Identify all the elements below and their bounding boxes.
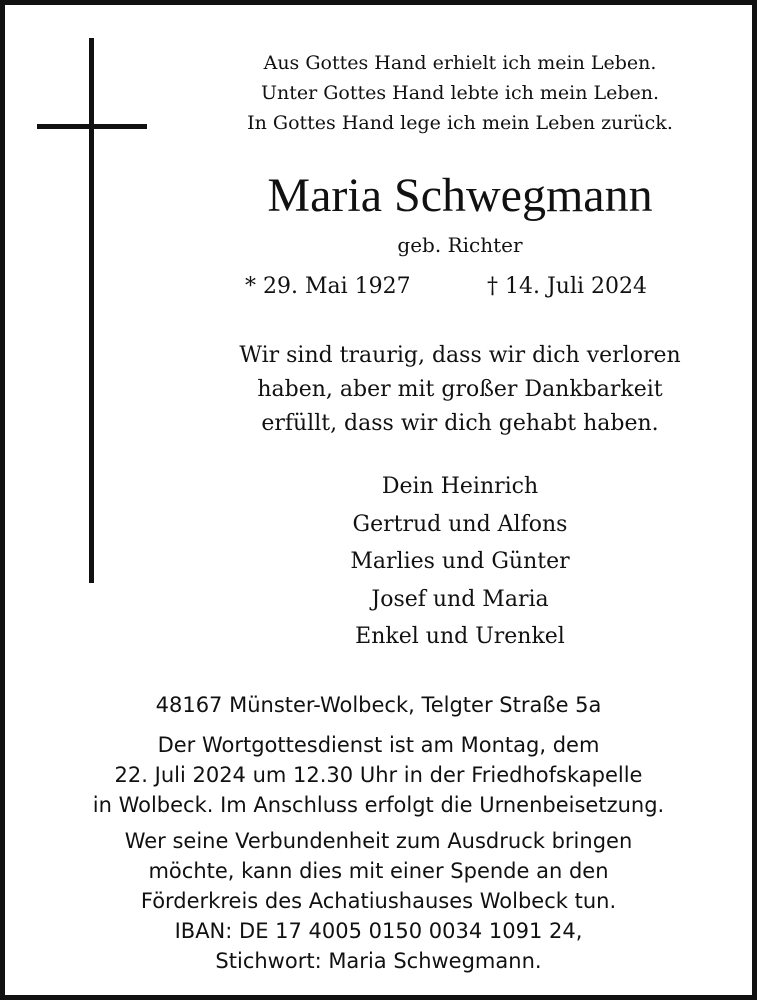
death-date: † 14. Juli 2024	[487, 274, 648, 299]
donation-line: Wer seine Verbundenheit zum Ausdruck bringen	[124, 829, 633, 853]
mourner: Gertrud und Alfons	[352, 511, 568, 537]
cross-vertical-bar	[89, 38, 94, 583]
motto-line: In Gottes Hand lege ich mein Leben zurück.	[247, 112, 673, 134]
birth-date: * 29. Mai 1927	[245, 274, 411, 299]
donation-line: Förderkreis des Achatiushauses Wolbeck tun.	[140, 889, 617, 913]
donation-keyword: Stichwort: Maria Schwegmann.	[215, 949, 542, 973]
service-line: Der Wortgottesdienst ist am Montag, dem	[157, 733, 600, 757]
service-line: 22. Juli 2024 um 12.30 Uhr in der Friedhofskapelle	[114, 763, 643, 787]
service-info	[10, 730, 747, 820]
farewell-quote	[195, 339, 725, 441]
mourners-list	[195, 468, 725, 656]
address: 48167 Münster-Wolbeck, Telgter Straße 5a	[155, 693, 602, 717]
mourner: Dein Heinrich	[381, 474, 539, 499]
motto-line: Unter Gottes Hand lebte ich mein Leben.	[260, 82, 660, 104]
mourner: Marlies und Günter	[350, 549, 570, 574]
donation-info	[10, 826, 747, 976]
birth-name: geb. Richter	[397, 233, 523, 257]
quote-line: erfüllt, dass wir dich gehabt haben.	[261, 411, 659, 436]
mourner: Josef und Maria	[371, 586, 549, 612]
quote-line: Wir sind traurig, dass wir dich verloren	[239, 343, 681, 368]
deceased-name: Maria Schwegmann	[267, 169, 653, 222]
donation-iban: IBAN: DE 17 4005 0150 0034 1091 24,	[174, 919, 583, 943]
motto	[195, 48, 725, 138]
quote-line: haben, aber mit großer Dankbarkeit	[257, 377, 663, 402]
motto-line: Aus Gottes Hand erhielt ich mein Leben.	[263, 52, 657, 74]
service-line: in Wolbeck. Im Anschluss erfolgt die Urnenbeisetzung.	[92, 793, 665, 817]
mourner: Enkel und Urenkel	[355, 624, 565, 649]
donation-line: möchte, kann dies mit einer Spende an den	[148, 859, 609, 883]
cross-horizontal-bar	[37, 124, 147, 129]
